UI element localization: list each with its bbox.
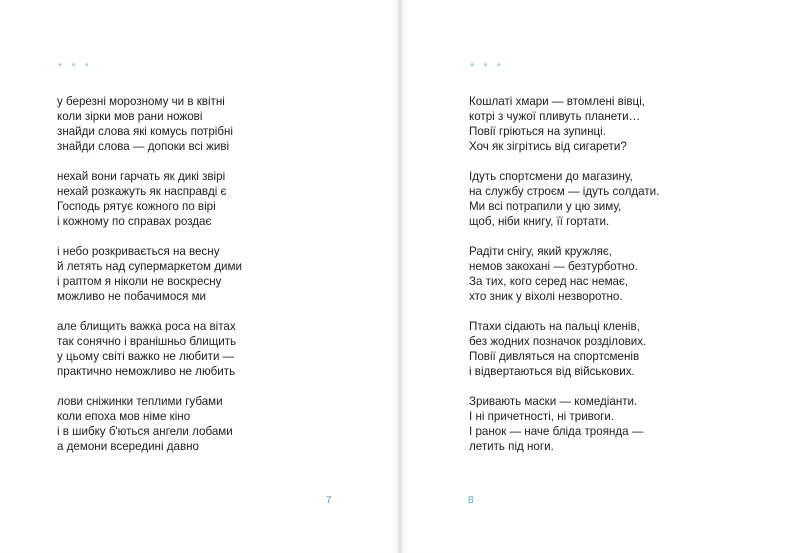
poem-line: і раптом я ніколи не воскресну [57, 275, 222, 288]
poem-line: котрі з чужої пливуть планети… [469, 110, 641, 123]
poem-line: Повії дивляться на спортсменів [469, 350, 640, 363]
poem-line: летить під ноги. [469, 440, 554, 453]
poem-line: Ми всі потрапили у цю зиму, [469, 200, 622, 213]
poem-line: і небо розкривається на весну [57, 245, 220, 258]
poem-line: можливо не побачимося ми [57, 290, 207, 303]
section-ornament: * * * [470, 61, 504, 73]
stanza [57, 244, 242, 304]
stanza [469, 94, 659, 154]
page-number: 8 [468, 495, 474, 506]
poem-line: у березні морозному чи в квітні [57, 95, 225, 108]
poem-line: коли зірки мов рани ножові [57, 110, 203, 123]
poem-line: а демони всередині давно [57, 440, 199, 453]
section-ornament: * * * [58, 61, 92, 73]
poem-line: на службу строєм — ідуть солдати. [469, 185, 660, 198]
poem-line: і відвертаються від військових. [469, 365, 635, 378]
poem [469, 94, 659, 469]
poem-line: лови сніжинки теплими губами [57, 395, 223, 408]
poem-line: І ранок — наче бліда троянда — [469, 425, 644, 438]
poem-line: нехай розкажуть як насправді є [57, 185, 227, 198]
poem [57, 94, 242, 469]
stanza [57, 94, 242, 154]
poem-line: але блищить важка роса на вітах [57, 320, 236, 333]
poem-line: За тих, кого серед нас немає, [469, 275, 629, 288]
poem-line: Господь рятує кожного по вірі [57, 200, 216, 213]
poem-line: і в шибку б'ються ангели лобами [57, 425, 233, 438]
poem-line: Птахи сідають на пальці кленів, [469, 320, 640, 333]
stanza [469, 394, 659, 454]
poem-line: І ні причетності, ні тривоги. [469, 410, 615, 423]
poem-line: хто зник у віхолі незворотно. [469, 290, 623, 303]
poem-line: й летять над супермаркетом дими [57, 260, 242, 273]
stanza [57, 169, 242, 229]
poem-line: Повії гріються на зупинці. [469, 125, 606, 138]
poem-line: Радіти снігу, який кружляє, [469, 245, 613, 258]
left-page [0, 0, 398, 553]
poem-line: знайди слова — допоки всі живі [57, 140, 230, 153]
poem-line: знайди слова які комусь потрібні [57, 125, 233, 138]
page-number: 7 [326, 495, 332, 506]
poem-line: немов закохані — безтурботно. [469, 260, 638, 273]
stanza [57, 319, 242, 379]
poem-line: Зривають маски — комедіанти. [469, 395, 638, 408]
poem-line: коли епоха мов німе кіно [57, 410, 191, 423]
stanza [469, 244, 659, 304]
poem-line: у цьому світі важко не любити — [57, 350, 235, 363]
right-page [402, 0, 800, 553]
poem-line: Хоч як зігрітись від сигарети? [469, 140, 627, 153]
poem-line: так сонячно і вранішньо блищить [57, 335, 237, 348]
poem-line: практично неможливо не любить [57, 365, 236, 378]
poem-line: Ідуть спортсмени до магазину, [469, 170, 633, 183]
stanza [469, 169, 659, 229]
stanza [469, 319, 659, 379]
poem-line: Кошлаті хмари — втомлені вівці, [469, 95, 645, 108]
poem-line: нехай вони гарчать як дикі звірі [57, 170, 226, 183]
poem-line: і кожному по справах роздає [57, 215, 212, 228]
poem-line: без жодних позначок розділових. [469, 335, 647, 348]
poem-line: щоб, ніби книгу, її гортати. [469, 215, 610, 228]
stanza [57, 394, 242, 454]
